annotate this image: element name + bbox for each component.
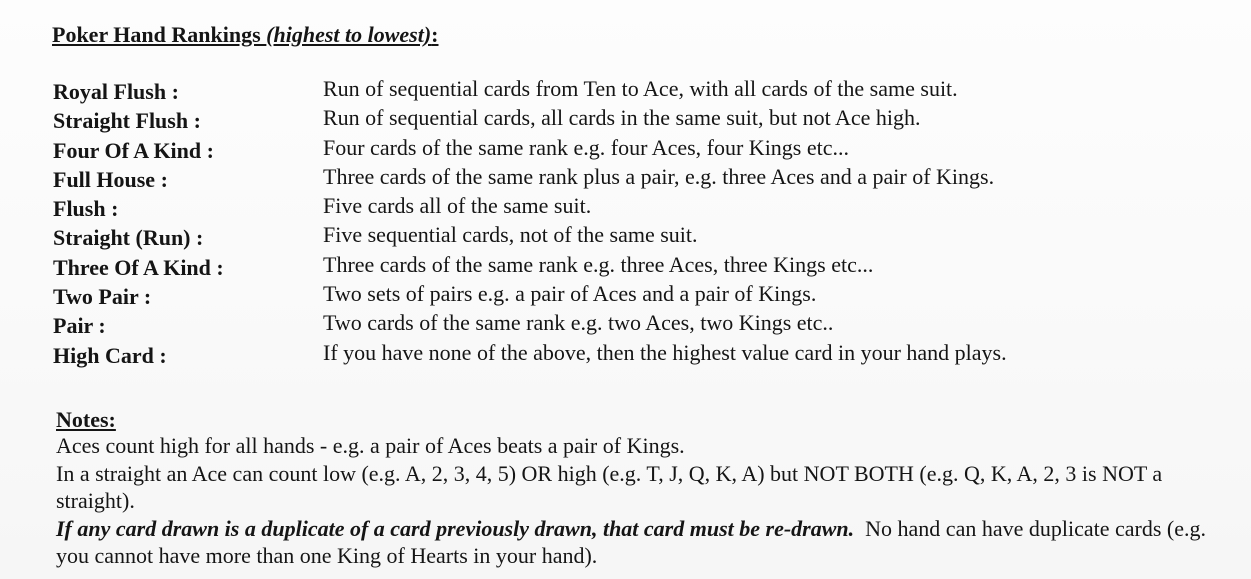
note-duplicate (56, 515, 1226, 570)
ranking-name: Full House : (53, 166, 168, 192)
title-colon: : (431, 22, 439, 47)
ranking-description: Run of sequential cards from Ten to Ace, with all cards of the same suit. (323, 76, 958, 101)
ranking-row (52, 76, 1232, 108)
ranking-description: Five sequential cards, not of the same suit. (323, 222, 698, 248)
ranking-description: Three cards of the same rank plus a pair, e.g. three Aces and a pair of Kings. (323, 163, 995, 189)
ranking-description: Two cards of the same rank e.g. two Aces, two Kings etc.. (323, 310, 834, 336)
ranking-description: Three cards of the same rank e.g. three Aces, three Kings etc... (323, 251, 874, 277)
ranking-description: Two sets of pairs e.g. a pair of Aces and a pair of Kings. (323, 281, 817, 307)
ranking-description: Run of sequential cards, all cards in the same suit, but not Ace high. (323, 105, 921, 131)
note-straight-rule: In a straight an Ace can count low (e.g. A, 2, 3, 4, 5) OR high (e.g. T, J, Q, K, A) but NOT BOTH (e.g. Q, K, A, 2, 3 is NOT a straight). (56, 460, 1163, 513)
page-title (52, 22, 439, 48)
ranking-row (52, 163, 1232, 196)
ranking-row (52, 222, 1232, 254)
notes-heading: Notes: (56, 407, 116, 432)
ranking-row (52, 251, 1232, 284)
ranking-name: Two Pair : (53, 284, 152, 310)
ranking-name: Three Of A Kind : (53, 254, 224, 280)
ranking-name: Straight (Run) : (53, 225, 204, 251)
ranking-name: Pair : (53, 313, 106, 339)
ranking-description: Four cards of the same rank e.g. four Aces, four Kings etc... (323, 134, 850, 160)
ranking-name: Four Of A Kind : (53, 137, 214, 163)
title-main: Poker Hand Rankings (52, 22, 267, 47)
ranking-row (52, 339, 1232, 372)
ranking-name: Flush : (53, 196, 119, 222)
hand-rankings-list (52, 76, 1232, 372)
duplicate-warning: If any card drawn is a duplicate of a card previously drawn, that card must be re-drawn. (56, 515, 855, 541)
ranking-row (52, 193, 1232, 225)
ranking-description: Five cards all of the same suit. (323, 193, 592, 219)
ranking-name: Royal Flush : (53, 79, 179, 104)
ranking-row (52, 281, 1232, 313)
title-emphasis: (highest to lowest) (266, 22, 432, 47)
ranking-row (52, 134, 1232, 167)
duplicate-rule: No hand can have duplicate cards (e.g. you cannot have more than one King of Hearts in your hand). (56, 515, 1212, 568)
ranking-row (52, 310, 1232, 342)
ranking-name: Straight Flush : (53, 108, 201, 134)
note-aces-high: Aces count high for all hands - e.g. a pair of Aces beats a pair of Kings. (56, 433, 685, 458)
ranking-name: High Card : (53, 342, 167, 368)
ranking-row (52, 105, 1232, 137)
ranking-description: If you have none of the above, then the highest value card in your hand plays. (323, 339, 1007, 365)
notes-body (56, 432, 1226, 570)
